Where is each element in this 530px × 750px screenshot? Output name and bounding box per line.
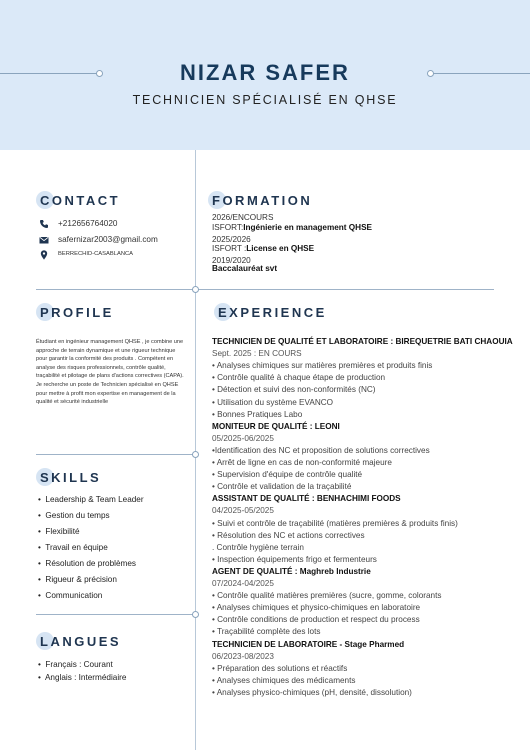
job-task: • Analyses chimiques sur matières premières et produits finis	[212, 361, 433, 371]
formation-heading: FORMATION	[212, 193, 312, 208]
job-task: . Contrôle hygiène terrain	[212, 542, 304, 552]
contact-address: BERRECHID-CASABLANCA	[58, 251, 134, 257]
formation-entry: ISFORT :License en QHSE	[212, 244, 315, 253]
formation-entry: ISFORT:Ingénierie en management QHSE	[212, 223, 373, 232]
divider-dot	[192, 611, 199, 618]
experience-heading: EXPERIENCE	[218, 305, 327, 320]
profile-heading: PROFILE	[40, 305, 114, 320]
contact-phone[interactable]: +212656764020	[58, 219, 118, 228]
skill-item: • Rigueur & précision	[38, 575, 117, 584]
location-icon	[39, 250, 49, 260]
job-title: TECHNICIEN DE QUALITÉ ET LABORATOIRE : BIREQUETRIE BATI CHAOUIA	[212, 337, 513, 346]
job-task: • Arrêt de ligne en cas de non-conformité majeure	[212, 458, 392, 467]
skills-heading: SKILLS	[40, 470, 101, 485]
langues-heading: LANGUES	[40, 634, 121, 649]
skill-item: • Travail en équipe	[38, 543, 108, 552]
formation-date: 2026/ENCOURS	[212, 213, 274, 222]
job-date: 05/2025-06/2025	[212, 433, 274, 443]
divider-dot	[192, 286, 199, 293]
center-divider	[195, 150, 196, 750]
section-divider	[36, 289, 494, 290]
job-title: AGENT DE QUALITÉ : Maghreb Industrie	[212, 566, 371, 576]
job-task: • Contrôle et validation de la traçabilité	[212, 482, 352, 492]
formation-date: 2025/2026	[212, 235, 251, 244]
job-task: • Inspection équipements frigo et fermenteurs	[212, 554, 377, 564]
job-task: • Supervision d'équipe de contrôle qualité	[212, 470, 363, 480]
language-item: • Français : Courant	[38, 660, 113, 669]
formation-date: 2019/2020	[212, 256, 251, 265]
divider-dot	[192, 451, 199, 458]
job-task: • Traçabilité complète des lots	[212, 627, 321, 637]
job-task: • Analyses chimiques et physico-chimiques en laboratoire	[212, 603, 421, 613]
job-date: 07/2024-04/2025	[212, 579, 274, 588]
job-date: 04/2025-05/2025	[212, 506, 274, 516]
job-task: • Analyses chimiques des médicaments	[212, 675, 356, 685]
section-divider	[36, 454, 194, 455]
section-divider	[36, 614, 194, 615]
job-title: ASSISTANT DE QUALITÉ : BENHACHIMI FOODS	[212, 494, 401, 504]
language-item: • Anglais : Intermédiaire	[38, 673, 127, 682]
job-task: • Suivi et contrôle de traçabilité (matières premières & produits finis)	[212, 518, 458, 528]
contact-email[interactable]: safernizar2003@gmail.com	[58, 235, 158, 244]
job-task: • Analyses physico-chimiques (pH, densité, dissolution)	[212, 687, 412, 697]
job-date: 06/2023-08/2023	[212, 651, 274, 661]
email-icon	[39, 235, 49, 245]
job-task: • Bonnes Pratiques Labo	[212, 409, 303, 419]
skill-item: • Leadership & Team Leader	[38, 495, 144, 504]
profile-text: Étudiant en ingénieur management QHSE , je combine une approche de terrain dynamique et une rigueur technique pour garantir la conformité des produits . Compétent en analyse des risques professionnels, contrôle qualité, traçabilité et pilotage de plans d'actions correctives (CAPA). Je recherche un poste de Technicien spécialisé en QHSE pour mettre à profit mon expertise en management de la qualité et sécurité industrielle	[36, 339, 184, 406]
skill-item: • Résolution de problèmes	[38, 559, 136, 568]
person-name: NIZAR SAFER	[180, 60, 350, 85]
job-title: TECHNICIEN DE LABORATOIRE - Stage Pharmed	[212, 639, 405, 649]
skill-item: • Gestion du temps	[38, 511, 110, 520]
job-date: Sept. 2025 : EN COURS	[212, 349, 302, 359]
job-task: • Résolution des NC et actions correctives	[212, 530, 365, 540]
job-task: • Contrôle qualité matières premières (sucre, gomme, colorants	[212, 591, 442, 601]
skill-item: • Communication	[38, 591, 103, 600]
header-banner	[0, 0, 530, 150]
job-title: TECHNICIEN SPÉCIALISÉ EN QHSE	[132, 93, 398, 107]
job-task: •Identification des NC et proposition de solutions correctives	[212, 445, 430, 455]
job-task: • Détection et suivi des non-conformités (NC)	[212, 385, 376, 395]
skill-item: • Flexibilité	[38, 527, 80, 536]
job-task: • Préparation des solutions et réactifs	[212, 663, 348, 673]
formation-entry: Baccalauréat svt	[212, 264, 278, 273]
job-task: • Contrôle conditions de production et respect du process	[212, 615, 420, 625]
phone-icon	[39, 219, 49, 229]
contact-heading: CONTACT	[40, 193, 120, 208]
job-task: • Contrôle qualité à chaque étape de production	[212, 373, 386, 383]
job-task: • Utilisation du système EVANCO	[212, 397, 334, 407]
job-title: MONITEUR DE QUALITÉ : LEONI	[212, 421, 340, 431]
